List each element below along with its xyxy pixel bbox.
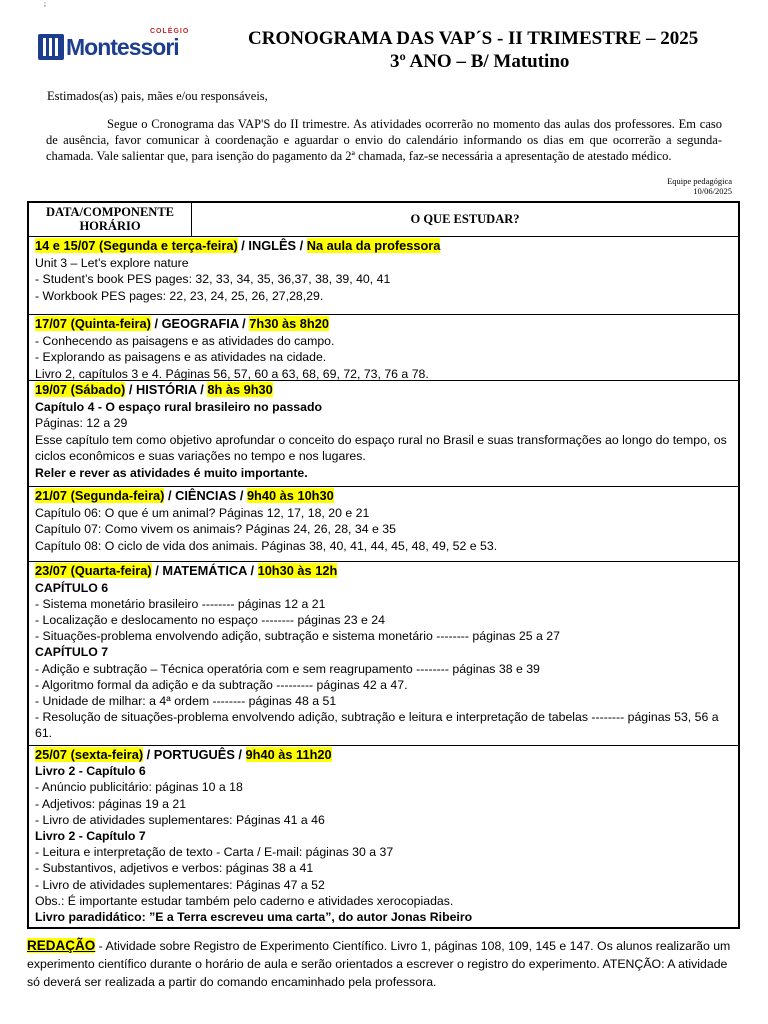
- row-subject: MATEMÁTICA: [162, 563, 247, 578]
- page-title: CRONOGRAMA DAS VAP´S - II TRIMESTRE – 2025: [248, 28, 699, 49]
- row-subject: HISTÓRIA: [136, 382, 197, 397]
- row-heading: 23/07 (Quarta-feira) / MATEMÁTICA / 10h30 às 12h: [35, 563, 338, 578]
- row-line: - Livro de atividades suplementares: Páginas 47 a 52: [35, 877, 325, 892]
- row-line: Livro 2 - Capítulo 6: [35, 764, 146, 779]
- redacao-note: [27, 937, 740, 991]
- row-date: 17/07 (Quinta-feira): [35, 316, 151, 331]
- row-line: CAPÍTULO 7: [35, 645, 109, 660]
- row-time: 9h40 às 10h30: [246, 488, 334, 503]
- row-subject: CIÊNCIAS: [175, 488, 237, 503]
- header-what-to-study: O QUE ESTUDAR?: [410, 212, 520, 226]
- row-heading: 19/07 (Sábado) / HISTÓRIA / 8h às 9h30: [35, 382, 273, 397]
- row-line: - Adjetivos: páginas 19 a 21: [35, 796, 187, 811]
- schedule-table: [27, 201, 740, 929]
- row-heading: 17/07 (Quinta-feira) / GEOGRAFIA / 7h30 às 8h20: [35, 316, 329, 331]
- intro-paragraph: Segue o Cronograma das VAP'S do II trimestre. As atividades ocorrerão no momento das aulas dos professores. Em caso de ausência, favor comunicar à coordenação e aguardar o envio do calendário informando os dias em que ocorrerão a segunda-chamada. Vale salientar que, para isenção do pagamento da 2ª chamada, faz-se necessária a apresentação de atestado médico.: [46, 117, 722, 163]
- row-date: 19/07 (Sábado): [35, 382, 126, 397]
- row-line: Capítulo 4 - O espaço rural brasileiro no passado: [35, 399, 323, 414]
- row-line: - Substantivos, adjetivos e verbos: páginas 38 a 41: [35, 861, 314, 876]
- row-date: 25/07 (sexta-feira): [35, 747, 144, 762]
- greeting: Estimados(as) pais, mães e/ou responsáveis,: [47, 89, 268, 103]
- row-time: 8h às 9h30: [207, 382, 273, 397]
- row-subject: GEOGRAFIA: [161, 316, 239, 331]
- header-date-subject: DATA/COMPONENTE HORÁRIO: [29, 203, 192, 236]
- redacao-text: - Atividade sobre Registro de Experimento Científico. Livro 1, páginas 108, 109, 145 e 147. Os alunos realizarão um experimento científico durante o horário de aula e serão orientados a escrever o registro do experimento. ATENÇÃO: A atividade só deverá ser realizada a partir do comando encaminhado pela professora.: [27, 939, 731, 989]
- row-time: 7h30 às 8h20: [249, 316, 329, 331]
- schedule-row-portugues: [29, 746, 738, 927]
- row-line: Reler e rever as atividades é muito importante.: [35, 465, 308, 480]
- logo-colegio-text: COLÉGIO: [150, 28, 190, 35]
- row-line: - Localização e deslocamento no espaço -------- páginas 23 e 24: [35, 612, 385, 627]
- row-time: 10h30 às 12h: [257, 563, 338, 578]
- schedule-row-geografia: [29, 315, 738, 381]
- corner-mark: ;: [44, 0, 46, 8]
- row-line: Unit 3 – Let’s explore nature: [35, 255, 189, 270]
- row-heading: 25/07 (sexta-feira) / PORTUGUÊS / 9h40 às 11h20: [35, 747, 332, 762]
- page-subtitle: 3º ANO – B/ Matutino: [390, 51, 570, 72]
- schedule-row-matematica: [29, 562, 738, 746]
- schedule-row-historia: [29, 381, 738, 487]
- row-heading: 14 e 15/07 (Segunda e terça-feira) / INGLÊS / Na aula da professora: [35, 238, 441, 253]
- row-time: 9h40 às 11h20: [245, 747, 332, 762]
- row-line: Esse capítulo tem como objetivo aprofundar o conceito do espaço rural no Brasil e suas transformações ao longo do tempo, os ciclos econômicos e suas variações no tempo e nos lugares.: [35, 432, 727, 463]
- row-line: - Conhecendo as paisagens e as atividades do campo.: [35, 333, 335, 348]
- row-heading: 21/07 (Segunda-feira) / CIÊNCIAS / 9h40 às 10h30: [35, 488, 334, 503]
- table-header: [29, 203, 738, 237]
- row-line: Livro 2, capítulos 3 e 4. Páginas 56, 57, 60 a 63, 68, 69, 72, 73, 76 a 78.: [35, 366, 429, 381]
- row-line: - Unidade de milhar: a 4ª ordem -------- páginas 48 a 51: [35, 693, 337, 708]
- row-line: - Workbook PES pages: 22, 23, 24, 25, 26, 27,28,29.: [35, 288, 324, 303]
- schedule-row-ciencias: [29, 487, 738, 562]
- logo-wordmark: Montessori: [66, 34, 179, 60]
- row-line: Capítulo 07: Como vivem os animais? Páginas 24, 26, 28, 34 e 35: [35, 522, 396, 536]
- schedule-row-ingles: [29, 237, 738, 315]
- row-line: - Leitura e interpretação de texto - Carta / E-mail: páginas 30 a 37: [35, 845, 394, 860]
- row-line: - Resolução de situações-problema envolvendo adição, subtração e leitura e interpretação de tabelas -------- páginas 53, 56 a 61.: [35, 710, 719, 741]
- row-subject: INGLÊS: [248, 238, 297, 253]
- row-date: 21/07 (Segunda-feira): [35, 488, 165, 503]
- row-subject: PORTUGUÊS: [153, 747, 235, 762]
- row-line: Obs.: É importante estudar também pelo caderno e atividades xerocopiadas.: [35, 893, 454, 908]
- logo-badge-icon: [38, 34, 64, 60]
- row-line: - Livro de atividades suplementares: Páginas 41 a 46: [35, 812, 325, 827]
- row-line: Livro paradidático: ”E a Terra escreveu uma carta”, do autor Jonas Ribeiro: [35, 910, 473, 925]
- row-line: Capítulo 06: O que é um animal? Páginas 12, 17, 18, 20 e 21: [35, 505, 370, 520]
- row-line: - Explorando as paisagens e as atividades na cidade.: [35, 350, 327, 364]
- row-line: Livro 2 - Capítulo 7: [35, 829, 146, 844]
- row-line: - Sistema monetário brasileiro -------- páginas 12 a 21: [35, 596, 326, 611]
- row-time: Na aula da professora: [306, 238, 441, 253]
- redacao-label: REDAÇÃO: [27, 938, 96, 953]
- row-line: Páginas: 12 a 29: [35, 416, 128, 430]
- school-logo: [38, 30, 198, 64]
- signature-date: 10/06/2025: [693, 186, 732, 196]
- row-line: - Situações-problema envolvendo adição, subtração e sistema monetário -------- páginas 25 a 27: [35, 629, 560, 644]
- row-line: - Algoritmo formal da adição e da subtração --------- páginas 42 a 47.: [35, 677, 408, 692]
- signature-team: Equipe pedagógica: [667, 176, 732, 186]
- row-line: - Adição e subtração – Técnica operatória com e sem reagrupamento -------- páginas 38 e 39: [35, 661, 540, 676]
- row-line: - Student’s book PES pages: 32, 33, 34, 35, 36,37, 38, 39, 40, 41: [35, 272, 391, 286]
- signature: [667, 176, 732, 196]
- row-line: - Anúncio publicitário: páginas 10 a 18: [35, 780, 243, 795]
- row-date: 23/07 (Quarta-feira): [35, 563, 152, 578]
- row-line: CAPÍTULO 6: [35, 580, 109, 595]
- row-line: Capítulo 08: O ciclo de vida dos animais. Páginas 38, 40, 41, 44, 45, 48, 49, 52 e 53.: [35, 538, 498, 553]
- row-date: 14 e 15/07 (Segunda e terça-feira): [35, 238, 238, 253]
